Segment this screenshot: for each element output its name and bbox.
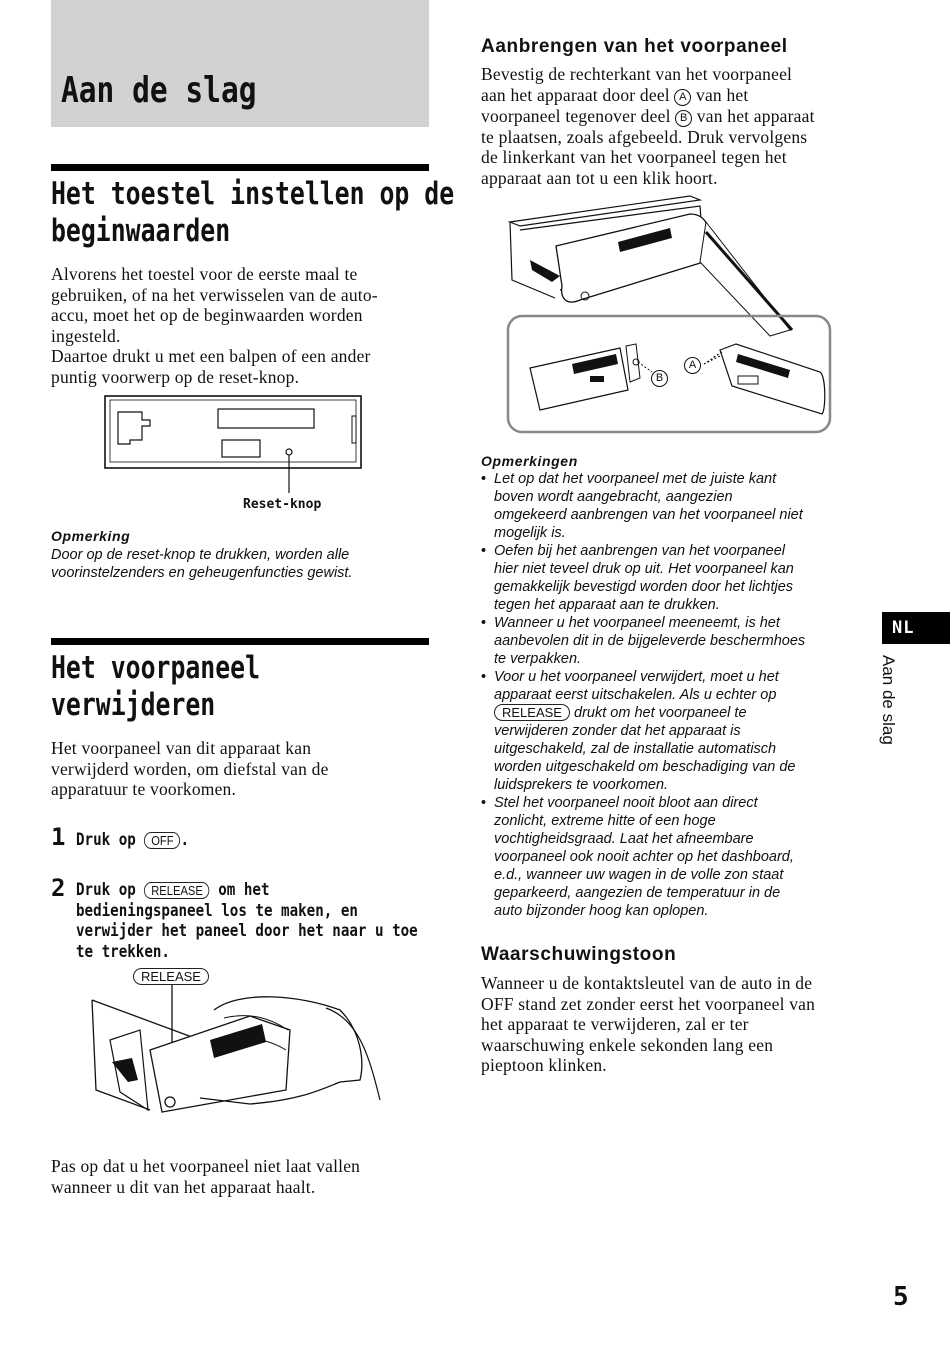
- part-a-marker: A: [674, 89, 691, 106]
- section3-paragraph: Bevestig de rechterkant van het voorpaneel aan het apparaat door deel A van het voorpaneel tegenover deel B van het apparaat te plaatsen, zoals afgebeeld. Druk vervolgens de linkerkant van het voorpaneel tegen het apparaat aan tot u een klik hoort.: [481, 64, 815, 188]
- section3-heading: Aanbrengen van het voorpaneel: [481, 36, 788, 57]
- release-key: RELEASE: [144, 882, 209, 899]
- figure-marker-a: A: [684, 356, 701, 374]
- notes-label: Opmerkingen: [481, 453, 578, 469]
- figure-marker-b: B: [651, 369, 668, 387]
- step-1-text: Druk op OFF .: [76, 830, 190, 849]
- off-key: OFF: [144, 832, 180, 849]
- side-section-label: Aan de slag: [879, 655, 898, 745]
- list-item: • Let op dat het voorpaneel met de juiste kant boven wordt aangebracht, aangezien omgekeerd aanbrengen van het voorpaneel niet mogelijk is.: [481, 470, 866, 542]
- release-key: RELEASE: [494, 704, 570, 721]
- chapter-title: Aan de slag: [61, 70, 257, 111]
- section4-paragraph: Wanneer u de kontaktsleutel van de auto in de OFF stand zet zonder eerst het voorpaneel van het apparaat te verwijderen, zal er ter waarschuwing enkele sekonden lang een pieptoon klinken.: [481, 973, 816, 1075]
- figure-release-label: RELEASE: [133, 968, 209, 986]
- note-label: Opmerking: [51, 528, 131, 544]
- section1-heading: Het toestel instellen op de beginwaarden: [51, 176, 455, 249]
- part-b-marker: B: [675, 110, 692, 127]
- section2-paragraph: Het voorpaneel van dit apparaat kan verwijderd worden, om diefstal van de apparatuur te voorkomen.: [51, 738, 329, 799]
- list-item: • Voor u het voorpaneel verwijdert, moet u het apparaat eerst uitschakelen. Als u echter op RELEASE drukt om het voorpaneel te verwijderen zonder dat het apparaat is uitgeschakeld, zal de installatie automatisch worden uitgeschakeld om beschadiging van de luidsprekers te voorkomen.: [481, 668, 866, 794]
- step-2-text: Druk op RELEASE om het bedieningspaneel los te maken, en verwijder het paneel door het naar u toe te trekken.: [76, 880, 418, 961]
- step-1-number: 1: [51, 823, 66, 851]
- section4-heading: Waarschuwingstoon: [481, 944, 677, 965]
- note-text: Door op de reset-knop te drukken, worden alle voorinstelzenders en geheugenfuncties gewist.: [51, 547, 353, 581]
- language-tab: NL: [882, 612, 950, 644]
- section2-heading: Het voorpaneel verwijderen: [51, 650, 261, 723]
- page-number: 5: [893, 1282, 909, 1312]
- notes-list: [481, 470, 866, 920]
- section1-paragraph: Alvorens het toestel voor de eerste maal te gebruiken, of na het verwisselen van de auto- accu, moet het op de beginwaarden worden ingesteld. Daartoe drukt u met een balpen of een ander puntig voorwerp op de reset-knop.: [51, 264, 378, 387]
- reset-button-label: Reset-knop: [243, 497, 322, 512]
- step-2-number: 2: [51, 874, 66, 902]
- list-item: • Oefen bij het aanbrengen van het voorpaneel hier niet teveel druk op uit. Het voorpaneel kan gemakkelijk bevestigd worden door het lichtjes tegen het apparaat aan te drukken.: [481, 542, 866, 614]
- list-item: • Stel het voorpaneel nooit bloot aan direct zonlicht, extreme hitte of een hoge vochtigheidsgraad. Laat het afneembare voorpaneel ook nooit achter op het dashboard, e.d., wanneer uw wagen in de volle zon staat geparkeerd, aangezien de temperatuur in de auto bijzonder hoog kan oplopen.: [481, 794, 866, 920]
- figure-caption: Pas op dat u het voorpaneel niet laat vallen wanneer u dit van het apparaat haalt.: [51, 1156, 361, 1197]
- list-item: • Wanneer u het voorpaneel meeneemt, is het aanbevolen dit in de bijgeleverde beschermhoes te verpakken.: [481, 614, 866, 668]
